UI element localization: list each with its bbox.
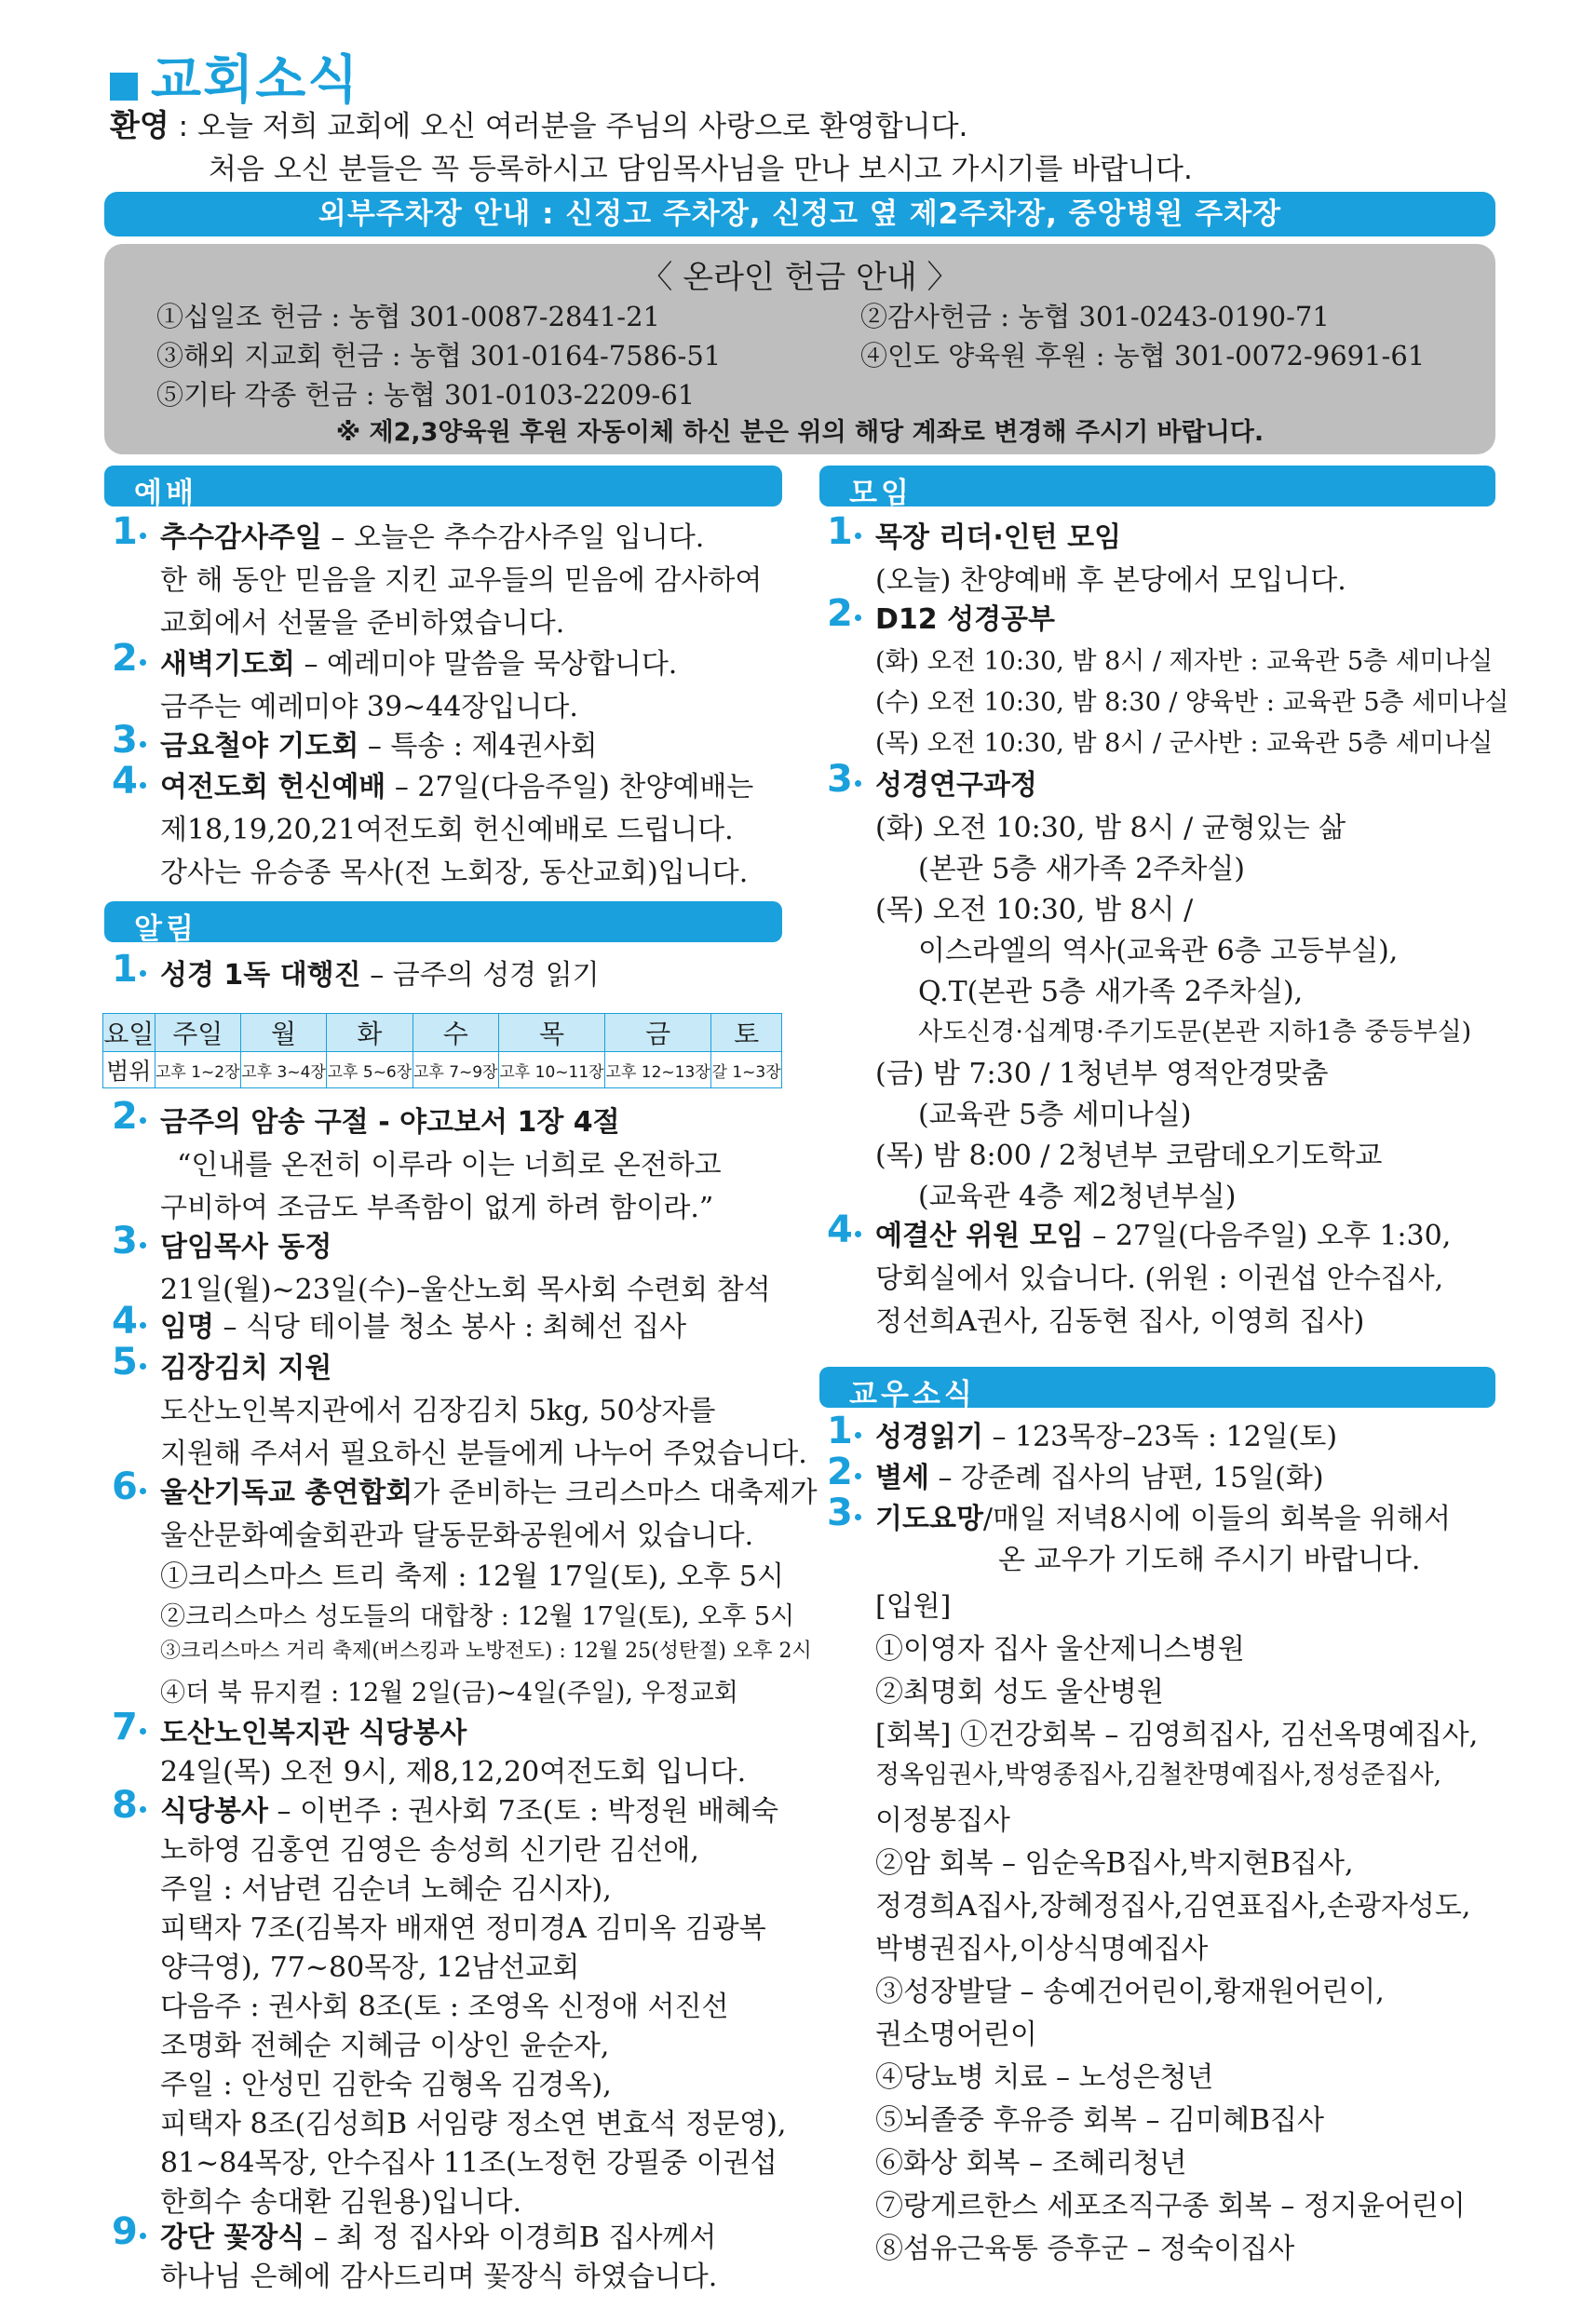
dot-icon <box>140 659 146 666</box>
members-line: 박병권집사,이상식명예집사 <box>875 1933 1209 1965</box>
members-item-2 <box>875 1454 1324 1495</box>
notice-item-4-text: – 식당 테이블 청소 봉사 : 최혜선 집사 <box>213 1311 687 1344</box>
meeting-3-line: (목) 오전 10:30, 밤 8시 / <box>875 894 1194 926</box>
table-cell: 토 <box>711 1014 782 1052</box>
worship-item-1-text: – 오늘은 추수감사주일 입니다. <box>321 521 705 554</box>
members-line: 정옥임권사,박영종집사,김철찬명예집사,정성준집사, <box>875 1761 1442 1789</box>
meeting-item-3 <box>875 762 1037 803</box>
dot-icon <box>855 780 861 787</box>
notice-8-line: 노하영 김홍연 김영은 송성희 신기란 김선애, <box>160 1834 699 1867</box>
dot-icon <box>140 970 146 977</box>
meeting-num-4: 4 <box>827 1209 853 1251</box>
notice-8-line: 주일 : 안성민 김한숙 김형옥 김경옥), <box>160 2069 612 2101</box>
welcome-label: 환영 <box>110 107 169 143</box>
worship-item-1-line2: 한 해 동안 믿음을 지킨 교우들의 믿음에 감사하여 <box>160 564 763 597</box>
members-line: ⑦랑게르한스 세포조직구종 회복 – 정지윤어린이 <box>875 2190 1466 2222</box>
meeting-2-line: (수) 오전 10:30, 밤 8:30 / 양육반 : 교육관 5층 세미나실 <box>875 688 1509 717</box>
members-item-2-text: – 강준례 집사의 남편, 15일(화) <box>928 1462 1324 1494</box>
table-cell: 수 <box>413 1014 498 1052</box>
members-line: ④당뇨병 치료 – 노성은청년 <box>875 2061 1214 2094</box>
notice-item-8-text: – 이번주 : 권사회 7조(토 : 박정원 배혜숙 <box>267 1795 778 1828</box>
notice-8-line: 피택자 7조(김복자 배재연 정미경A 김미옥 김광복 <box>160 1912 766 1945</box>
online-note: ※ 제2,3양육원 후원 자동이체 하신 분은 위의 해당 계좌로 변경해 주시기 바랍니다. <box>335 418 1265 447</box>
meeting-3-line: 사도신경·십계명·주기도문(본관 지하1층 중등부실) <box>918 1018 1472 1046</box>
members-3-line1: 온 교우가 기도해 주시기 바랍니다. <box>998 1544 1421 1576</box>
notice-item-1-head: 성경 1독 대행진 <box>160 959 361 992</box>
dot-icon <box>855 1514 861 1520</box>
notice-num-1: 1 <box>112 948 138 991</box>
notice-num-5: 5 <box>112 1341 138 1384</box>
parking-banner: 외부주차장 안내 : 신정고 주차장, 신정고 옆 제2주차장, 중앙병원 주차장 <box>104 192 1495 236</box>
notice-num-8: 8 <box>112 1784 138 1827</box>
account-5: ⑤기타 각종 헌금 : 농협 301-0103-2209-61 <box>156 379 696 411</box>
members-line: ②암 회복 – 임순옥B집사,박지현B집사, <box>875 1847 1354 1880</box>
news-header <box>110 39 359 114</box>
account-2: ②감사헌금 : 농협 301-0243-0190-71 <box>860 301 1330 332</box>
members-line: 이정봉집사 <box>875 1804 1010 1837</box>
table-cell: 범위 <box>103 1052 156 1088</box>
meeting-3-line: (화) 오전 10:30, 밤 8시 / 균형있는 삶 <box>875 812 1346 844</box>
meeting-item-2-head: D12 성경공부 <box>875 603 1056 636</box>
notice-2-line1: “인내를 온전히 이루라 이는 너희로 온전하고 <box>177 1149 722 1182</box>
notice-9-line1: 하나님 은혜에 감사드리며 꽃장식 하였습니다. <box>160 2261 718 2293</box>
dot-icon <box>140 533 146 539</box>
worship-item-4-line3: 강사는 유승종 목사(전 노회장, 동산교회)입니다. <box>160 857 749 889</box>
worship-num-2: 2 <box>112 637 138 680</box>
notice-num-4: 4 <box>112 1300 138 1343</box>
table-cell: 고후 7~9장 <box>413 1052 498 1088</box>
section-notice-title: 알림 <box>134 912 197 946</box>
dot-icon <box>855 1432 861 1438</box>
notice-item-3-head: 담임목사 동정 <box>160 1231 332 1263</box>
meeting-3-line: (목) 밤 8:00 / 2청년부 코람데오기도학교 <box>875 1140 1383 1172</box>
dot-icon <box>855 533 861 539</box>
members-line: ③성장발달 – 송예건어린이,황재원어린이, <box>875 1976 1385 2008</box>
notice-item-1 <box>160 952 600 992</box>
notice-num-6: 6 <box>112 1465 138 1508</box>
notice-item-2-text: - 야고보서 1장 4절 <box>368 1106 620 1139</box>
notice-item-5 <box>160 1344 331 1385</box>
members-line: ⑧섬유근육통 증후군 – 정숙이집사 <box>875 2233 1295 2265</box>
members-line: 정경희A집사,장혜정집사,김연표집사,손광자성도, <box>875 1890 1471 1923</box>
members-item-2-head: 별세 <box>875 1462 929 1494</box>
table-cell: 고후 3~4장 <box>240 1052 326 1088</box>
members-item-3-head: 기도요망 <box>875 1503 983 1535</box>
worship-item-3 <box>160 722 598 763</box>
dot-icon <box>140 1728 146 1735</box>
meeting-3-line: (금) 밤 7:30 / 1청년부 영적안경맞춤 <box>875 1058 1329 1090</box>
members-item-1-text: – 123목장–23독 : 12일(토) <box>982 1421 1338 1453</box>
notice-8-line: 조명화 전혜순 지혜금 이상인 윤순자, <box>160 2030 610 2062</box>
notice-8-line: 양극영), 77~80목장, 12남선교회 <box>160 1951 580 1984</box>
section-worship <box>104 466 782 510</box>
notice-item-4 <box>160 1303 686 1344</box>
dot-icon <box>140 782 146 789</box>
page-title: 교회소식 <box>151 50 360 111</box>
meeting-item-3-head: 성경연구과정 <box>875 769 1037 802</box>
notice-item-1-text: – 금주의 성경 읽기 <box>360 959 600 992</box>
account-1: ①십일조 헌금 : 농협 301-0087-2841-21 <box>156 301 660 332</box>
notice-item-9 <box>160 2214 716 2255</box>
notice-6-line4: ③크리스마스 거리 축제(버스킹과 노방전도) : 12월 25(성탄절) 오후 2시 <box>160 1640 812 1663</box>
notice-item-7 <box>160 1709 467 1750</box>
table-cell: 금 <box>605 1014 711 1052</box>
worship-item-2-text: – 예레미야 말씀을 묵상합니다. <box>294 648 678 681</box>
dot-icon <box>140 1363 146 1370</box>
worship-item-4-head: 여전도회 헌신예배 <box>160 771 386 803</box>
worship-item-2 <box>160 641 677 682</box>
notice-item-9-head: 강단 꽃장식 <box>160 2221 305 2254</box>
welcome-line2: 처음 오신 분들은 꼭 등록하시고 담임목사님을 만나 보시고 가시기를 바랍니다. <box>209 153 1193 186</box>
worship-item-3-text: – 특송 : 제4권사회 <box>358 730 598 763</box>
dot-icon <box>855 1473 861 1479</box>
members-item-3 <box>875 1495 1451 1536</box>
notice-8-line: 피택자 8조(김성희B 서임량 정소연 변효석 정문영), <box>160 2108 787 2140</box>
welcome-line1: : 오늘 저희 교회에 오신 여러분을 주님의 사랑으로 환영합니다. <box>169 110 968 143</box>
worship-item-2-line2: 금주는 예레미야 39~44장입니다. <box>160 691 578 723</box>
worship-item-1-line3: 교회에서 선물을 준비하였습니다. <box>160 607 565 640</box>
dot-icon <box>855 1231 861 1237</box>
members-num-2: 2 <box>827 1451 853 1493</box>
notice-6-line1: 울산문화예술회관과 달동문화공원에서 있습니다. <box>160 1519 754 1552</box>
meeting-3-line: (교육관 4층 제2청년부실) <box>918 1181 1237 1213</box>
dot-icon <box>140 1322 146 1329</box>
members-line: ⑤뇌졸중 후유증 회복 – 김미혜B집사 <box>875 2104 1324 2137</box>
notice-num-9: 9 <box>112 2210 138 2253</box>
dot-icon <box>140 1488 146 1494</box>
worship-item-4-text: – 27일(다음주일) 찬양예배는 <box>385 771 754 803</box>
notice-5-line1: 도산노인복지관에서 김장김치 5kg, 50상자를 <box>160 1395 716 1427</box>
meeting-3-line: 이스라엘의 역사(교육관 6층 고등부실), <box>918 935 1399 967</box>
members-line: [회복] ①건강회복 – 김영희집사, 김선옥명예집사, <box>875 1719 1479 1751</box>
dot-icon <box>855 614 861 621</box>
meeting-3-line: Q.T(본관 5층 새가족 2주차실), <box>918 976 1304 1008</box>
dot-icon <box>140 1242 146 1249</box>
square-bullet-icon <box>110 73 138 101</box>
online-offering-box <box>104 244 1495 454</box>
notice-8-line: 81~84목장, 안수집사 11조(노정헌 강필중 이권섭 <box>160 2147 778 2180</box>
notice-8-line: 다음주 : 권사회 8조(토 : 조영옥 신정애 서진선 <box>160 1991 729 2023</box>
worship-item-4-line2: 제18,19,20,21여전도회 헌신예배로 드립니다. <box>160 814 734 846</box>
notice-item-6-text: 가 준비하는 크리스마스 대축제가 <box>413 1477 818 1509</box>
section-meeting-title: 모임 <box>849 477 913 510</box>
worship-num-3: 3 <box>112 719 138 762</box>
section-worship-title: 예배 <box>134 477 197 510</box>
meeting-3-line: (교육관 5층 세미나실) <box>918 1099 1192 1131</box>
meeting-2-line: (화) 오전 10:30, 밤 8시 / 제자반 : 교육관 5층 세미나실 <box>875 647 1494 676</box>
notice-item-9-text: – 최 정 집사와 이경희B 집사께서 <box>304 2221 717 2254</box>
reading-days-row <box>103 1014 782 1052</box>
worship-num-4: 4 <box>112 760 138 803</box>
members-line: ①이영자 집사 울산제니스병원 <box>875 1633 1245 1666</box>
reading-ranges-row <box>103 1052 782 1088</box>
members-num-3: 3 <box>827 1492 853 1534</box>
notice-item-7-head: 도산노인복지관 식당봉사 <box>160 1717 467 1749</box>
meeting-1-line1: (오늘) 찬양예배 후 본당에서 모입니다. <box>875 564 1346 597</box>
table-cell: 주일 <box>155 1014 240 1052</box>
table-cell: 고후 10~11장 <box>498 1052 604 1088</box>
notice-6-line3: ②크리스마스 성도들의 대합창 : 12월 17일(토), 오후 5시 <box>160 1602 795 1631</box>
meeting-item-2 <box>875 596 1055 637</box>
table-cell: 고후 12~13장 <box>605 1052 711 1088</box>
notice-num-7: 7 <box>112 1706 138 1749</box>
meeting-3-line: (본관 5층 새가족 2주차실) <box>918 853 1246 885</box>
notice-item-2-head: 금주의 암송 구절 <box>160 1106 369 1139</box>
worship-item-1-head: 추수감사주일 <box>160 521 322 554</box>
table-cell: 갈 1~3장 <box>711 1052 782 1088</box>
notice-8-line: 한희수 송대환 김원용)입니다. <box>160 2186 522 2219</box>
notice-num-2: 2 <box>112 1095 138 1138</box>
meeting-2-line: (목) 오전 10:30, 밤 8시 / 군사반 : 교육관 5층 세미나실 <box>875 729 1494 758</box>
meeting-item-4 <box>875 1212 1451 1253</box>
worship-item-1 <box>160 514 704 555</box>
table-cell: 화 <box>327 1014 413 1052</box>
notice-item-5-head: 김장김치 지원 <box>160 1352 332 1384</box>
account-3: ③해외 지교회 헌금 : 농협 301-0164-7586-51 <box>156 340 722 371</box>
meeting-item-1-head: 목장 리더·인턴 모임 <box>875 521 1122 554</box>
notice-item-6 <box>160 1469 818 1510</box>
notice-2-line2: 구비하여 조금도 부족함이 없게 하려 함이라.” <box>160 1192 714 1224</box>
section-notice <box>104 901 782 946</box>
members-item-1-head: 성경읽기 <box>875 1421 983 1453</box>
members-line: ②최명회 성도 울산병원 <box>875 1676 1164 1708</box>
worship-item-3-head: 금요철야 기도회 <box>160 730 359 763</box>
notice-item-8-head: 식당봉사 <box>160 1795 268 1828</box>
meeting-item-1 <box>875 514 1121 555</box>
dot-icon <box>140 2233 146 2239</box>
section-members <box>819 1367 1495 1411</box>
members-num-1: 1 <box>827 1410 853 1452</box>
reading-schedule-table <box>102 1013 782 1088</box>
dot-icon <box>140 1117 146 1124</box>
welcome-block <box>110 104 1193 191</box>
members-line: ⑥화상 회복 – 조혜리청년 <box>875 2147 1187 2180</box>
worship-num-1: 1 <box>112 510 138 553</box>
notice-item-4-head: 임명 <box>160 1311 214 1344</box>
account-4: ④인도 양육원 후원 : 농협 301-0072-9691-61 <box>860 340 1426 371</box>
notice-7-line1: 24일(목) 오전 9시, 제8,12,20여전도회 입니다. <box>160 1756 747 1789</box>
notice-num-3: 3 <box>112 1220 138 1263</box>
members-line: 권소명어린이 <box>875 2019 1037 2051</box>
notice-6-line5: ④더 북 뮤지컬 : 12월 2일(금)~4일(주일), 우정교회 <box>160 1679 738 1708</box>
meeting-num-2: 2 <box>827 592 853 635</box>
notice-3-line1: 21일(월)~23일(수)–울산노회 목사회 수련회 참석 <box>160 1274 771 1306</box>
table-cell: 요일 <box>103 1014 156 1052</box>
dot-icon <box>140 1806 146 1813</box>
meeting-4-line1: 당회실에서 있습니다. (위원 : 이권섭 안수집사, <box>875 1263 1444 1295</box>
notice-6-line2: ①크리스마스 트리 축제 : 12월 17일(토), 오후 5시 <box>160 1560 784 1593</box>
notice-item-8 <box>160 1788 778 1829</box>
meeting-item-4-head: 예결산 위원 모임 <box>875 1220 1084 1252</box>
notice-item-3 <box>160 1223 331 1264</box>
table-cell: 월 <box>240 1014 326 1052</box>
table-cell: 고후 1~2장 <box>155 1052 240 1088</box>
notice-item-2 <box>160 1099 620 1140</box>
worship-item-2-head: 새벽기도회 <box>160 648 295 681</box>
table-cell: 목 <box>498 1014 604 1052</box>
section-meeting <box>819 466 1495 510</box>
meeting-item-4-text: – 27일(다음주일) 오후 1:30, <box>1083 1220 1452 1252</box>
notice-5-line2: 지원해 주셔서 필요하신 분들에게 나누어 주었습니다. <box>160 1438 807 1470</box>
members-item-3-text: /매일 저녁8시에 이들의 회복을 위해서 <box>982 1503 1451 1535</box>
table-cell: 고후 5~6장 <box>327 1052 413 1088</box>
section-members-title: 교우소식 <box>849 1378 976 1411</box>
notice-8-line: 주일 : 서남련 김순녀 노혜순 김시자), <box>160 1873 612 1906</box>
meeting-4-line2: 정선희A권사, 김동현 집사, 이영희 집사) <box>875 1305 1365 1338</box>
online-title: 〈 온라인 헌금 안내 〉 <box>641 259 959 296</box>
worship-item-4 <box>160 763 753 804</box>
dot-icon <box>140 741 146 748</box>
meeting-num-3: 3 <box>827 758 853 801</box>
members-line: [입원] <box>875 1590 952 1623</box>
notice-item-6-head: 울산기독교 총연합회 <box>160 1477 413 1509</box>
meeting-num-1: 1 <box>827 510 853 553</box>
members-item-1 <box>875 1413 1337 1454</box>
